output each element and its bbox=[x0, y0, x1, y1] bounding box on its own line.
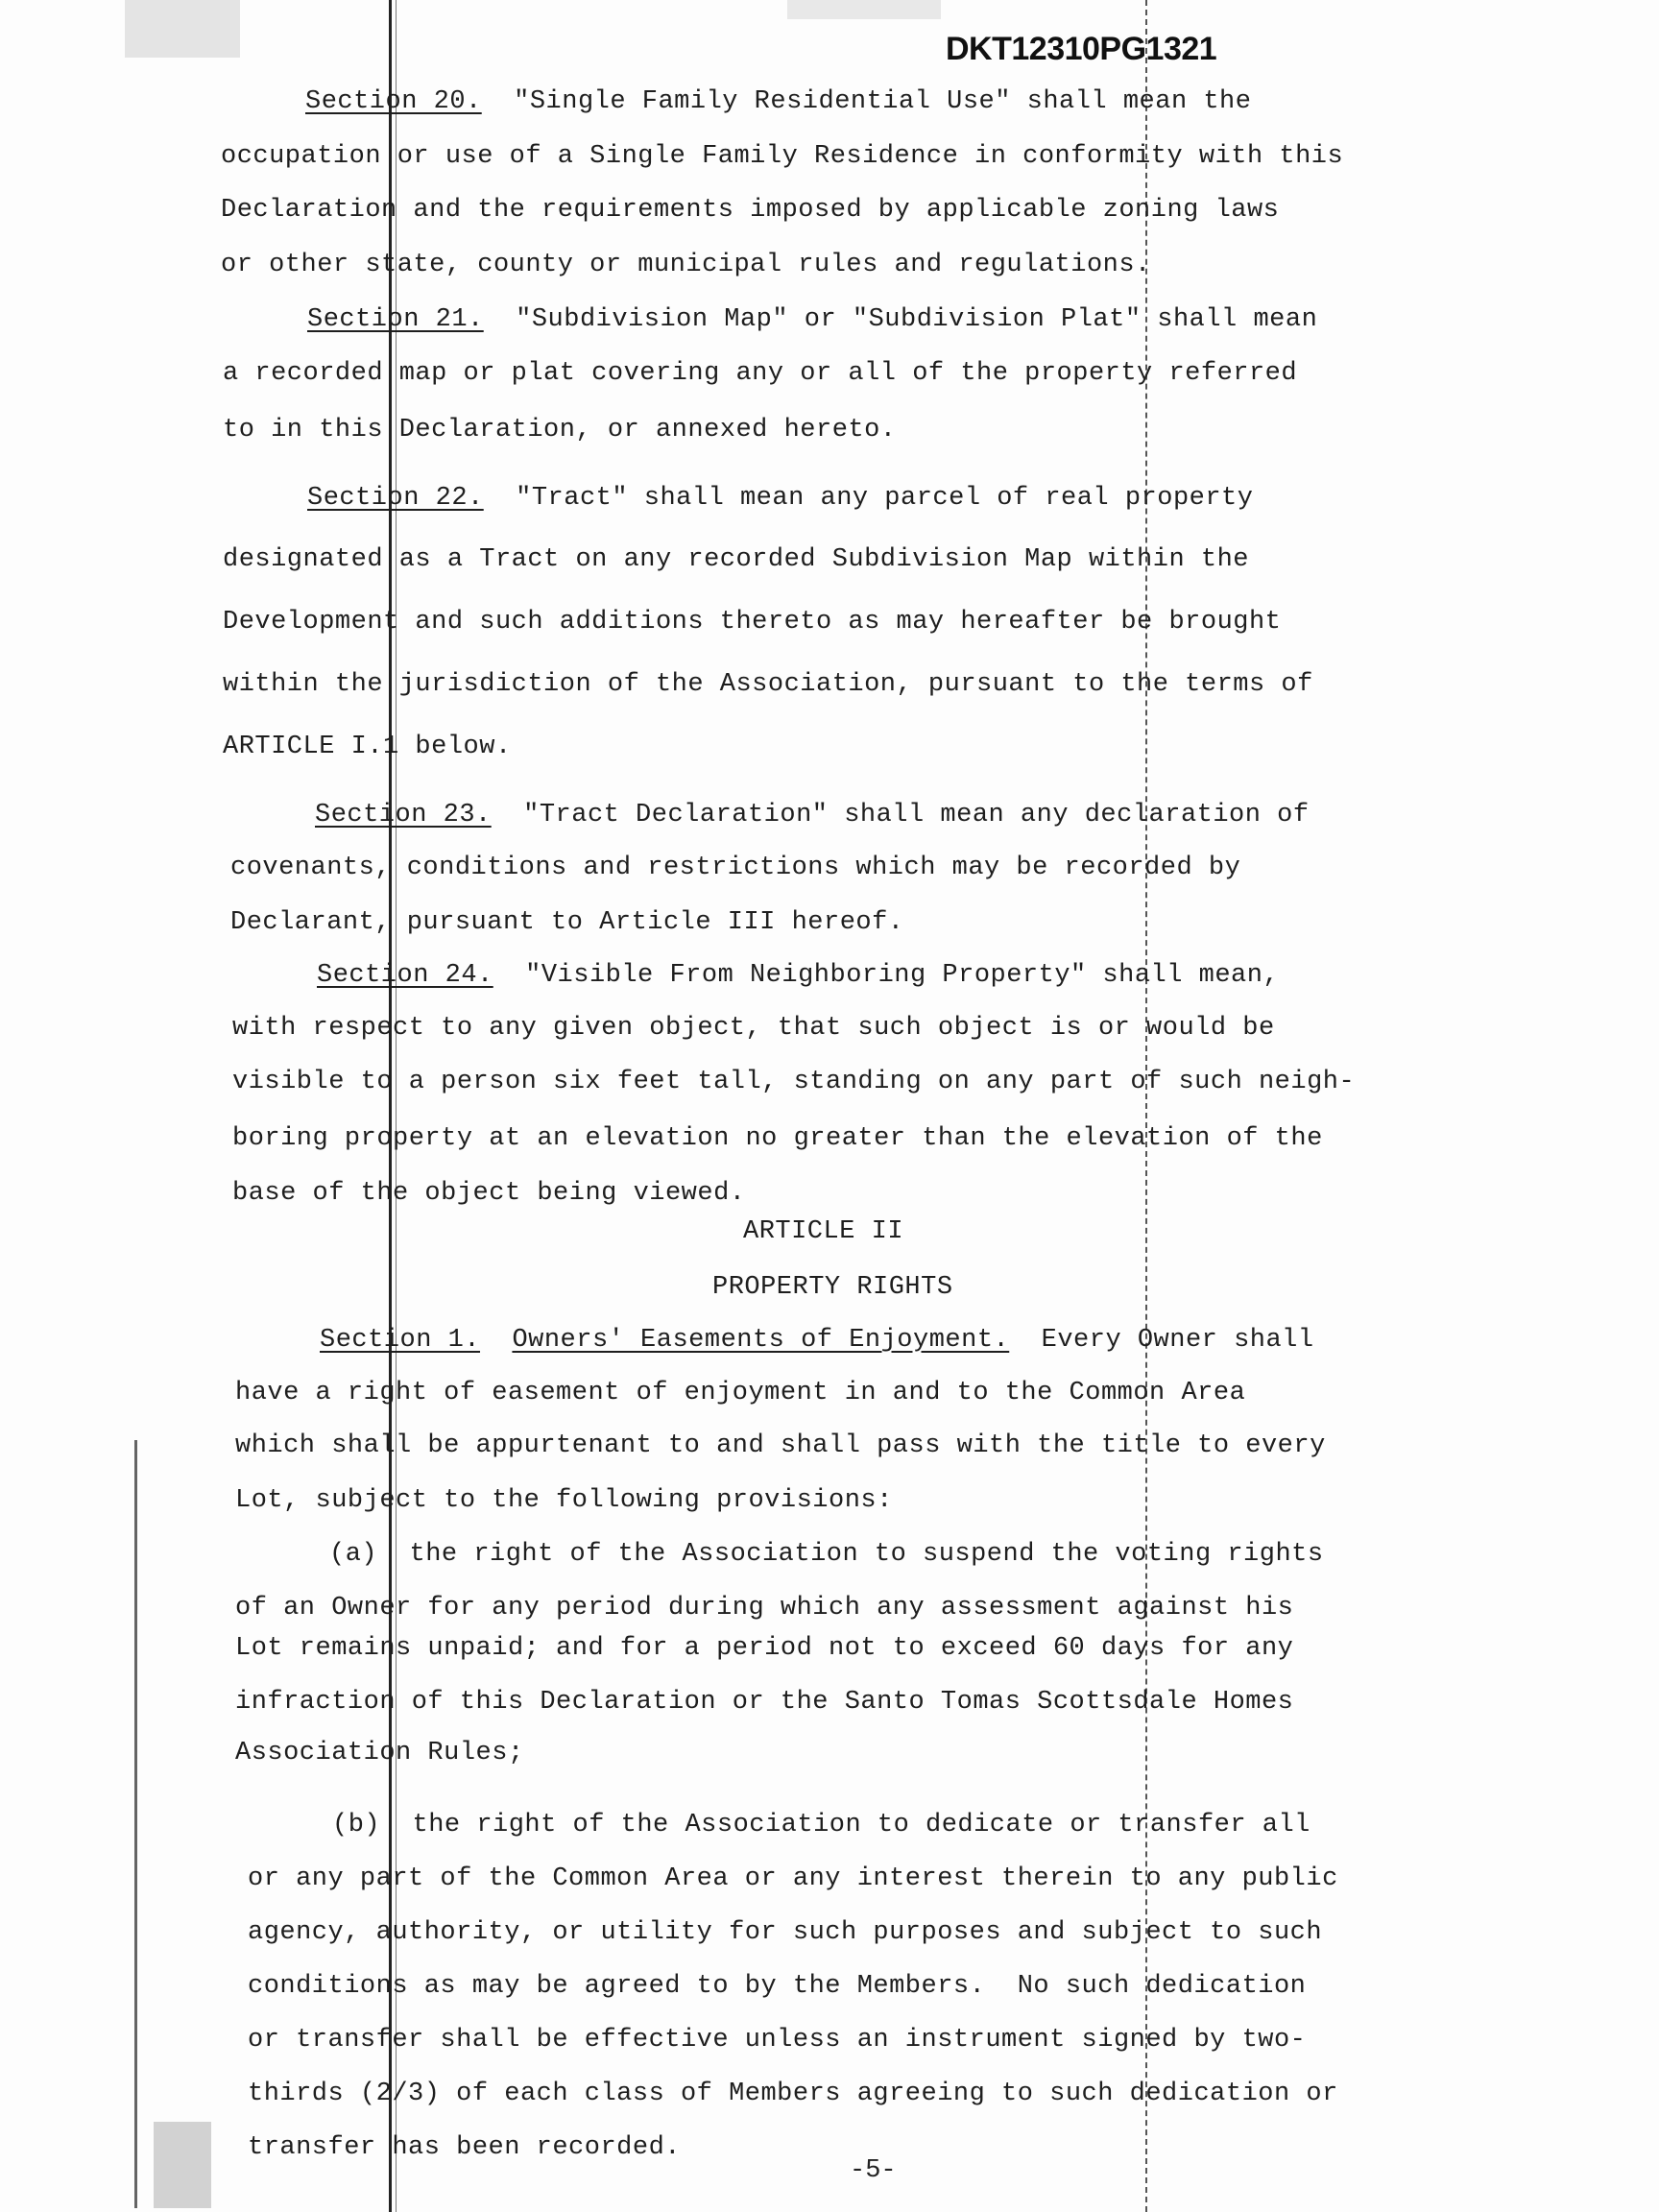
line-text: "Single Family Residential Use" shall mean the bbox=[481, 87, 1252, 116]
recording-stamp: DKT12310PG1321 bbox=[946, 31, 1217, 67]
text-line bbox=[248, 1918, 1322, 1947]
line-text: Declaration and the requirements imposed by applicable zoning laws bbox=[221, 196, 1280, 225]
text-line bbox=[235, 1431, 1326, 1460]
line-text: "Tract" shall mean any parcel of real property bbox=[483, 484, 1254, 513]
line-text: infraction of this Declaration or the Santo Tomas Scottsdale Homes bbox=[235, 1688, 1294, 1717]
article-number: ARTICLE II bbox=[743, 1217, 904, 1246]
text-line bbox=[221, 251, 1151, 279]
section-label: Section 22. bbox=[307, 484, 484, 513]
line-text: to in this Declaration, or annexed hereto. bbox=[223, 416, 897, 445]
line-text: (b) the right of the Association to dedicate or transfer all bbox=[332, 1811, 1310, 1839]
line-text: occupation or use of a Single Family Residence in conformity with this bbox=[221, 142, 1344, 171]
text-line bbox=[223, 416, 897, 445]
line-text: visible to a person six feet tall, standing on any part of such neigh- bbox=[232, 1068, 1356, 1096]
line-text: "Tract Declaration" shall mean any declaration of bbox=[491, 801, 1310, 830]
line-text: base of the object being viewed. bbox=[232, 1179, 746, 1208]
text-line bbox=[235, 1379, 1245, 1407]
text-line bbox=[223, 670, 1313, 699]
text-line bbox=[230, 908, 904, 937]
text-line bbox=[332, 1811, 1310, 1839]
line-text: designated as a Tract on any recorded Subdivision Map within the bbox=[223, 545, 1249, 574]
line-text: Lot, subject to the following provisions: bbox=[235, 1486, 893, 1515]
line-text: which shall be appurtenant to and shall pass with the title to every bbox=[235, 1431, 1326, 1460]
line-text: Development and such additions thereto as may hereafter be brought bbox=[223, 608, 1282, 637]
text-line bbox=[232, 1179, 745, 1208]
line-text: thirds (2/3) of each class of Members agreeing to such dedication or bbox=[248, 2080, 1338, 2108]
text-line bbox=[329, 1540, 1324, 1569]
section-sublabel: Owners' Easements of Enjoyment. bbox=[512, 1326, 1010, 1355]
text-line bbox=[232, 1014, 1275, 1043]
line-text: with respect to any given object, that such object is or would be bbox=[232, 1014, 1275, 1043]
text-line bbox=[307, 305, 1317, 334]
text-line bbox=[223, 733, 512, 761]
text-line bbox=[235, 1739, 524, 1767]
scan-noise bbox=[154, 2122, 211, 2208]
scan-noise bbox=[787, 0, 941, 19]
text-line bbox=[235, 1688, 1293, 1717]
line-text: Association Rules; bbox=[235, 1739, 524, 1767]
text-line bbox=[223, 545, 1249, 574]
line-text: within the jurisdiction of the Association, pursuant to the terms of bbox=[223, 670, 1313, 699]
text-line bbox=[248, 2080, 1338, 2108]
section-label: Section 21. bbox=[307, 305, 484, 334]
line-text: or transfer shall be effective unless an instrument signed by two- bbox=[248, 2026, 1307, 2055]
text-line bbox=[230, 854, 1240, 882]
page-number: -5- bbox=[850, 2156, 897, 2185]
text-line bbox=[320, 1326, 1314, 1355]
line-text: (a) the right of the Association to suspend the voting rights bbox=[329, 1540, 1324, 1569]
line-text: "Subdivision Map" or "Subdivision Plat" shall mean bbox=[483, 305, 1318, 334]
text-line bbox=[248, 2133, 681, 2162]
text-line bbox=[315, 801, 1310, 830]
line-text: transfer has been recorded. bbox=[248, 2133, 681, 2162]
line-text: conditions as may be agreed to by the Members. No such dedication bbox=[248, 1972, 1307, 2001]
scan-noise bbox=[125, 0, 240, 58]
section-label: Section 1. bbox=[320, 1326, 481, 1355]
text-line bbox=[221, 142, 1343, 171]
text-line bbox=[221, 196, 1279, 225]
text-line bbox=[223, 359, 1297, 388]
text-line bbox=[235, 1486, 893, 1515]
line-text: "Visible From Neighboring Property" shall mean, bbox=[493, 961, 1280, 990]
text-line bbox=[317, 961, 1279, 990]
line-text: ARTICLE I.1 below. bbox=[223, 733, 512, 761]
text-line bbox=[248, 2026, 1306, 2055]
text-line bbox=[235, 1594, 1293, 1623]
line-text: covenants, conditions and restrictions which may be recorded by bbox=[230, 854, 1241, 882]
text-line bbox=[232, 1124, 1323, 1153]
line-text: of an Owner for any period during which any assessment against his bbox=[235, 1594, 1294, 1623]
line-text: or any part of the Common Area or any interest therein to any public bbox=[248, 1864, 1338, 1893]
text-line bbox=[248, 1972, 1306, 2001]
scan-edge-left bbox=[134, 1440, 137, 2208]
section-label: Section 23. bbox=[315, 801, 492, 830]
line-text: or other state, county or municipal rules and regulations. bbox=[221, 251, 1151, 279]
text-line bbox=[235, 1634, 1293, 1663]
text-line bbox=[305, 87, 1251, 116]
section-label: Section 24. bbox=[317, 961, 493, 990]
line-text: agency, authority, or utility for such purposes and subject to such bbox=[248, 1918, 1323, 1947]
text-line bbox=[223, 608, 1281, 637]
article-title: PROPERTY RIGHTS bbox=[712, 1273, 953, 1302]
line-text: a recorded map or plat covering any or all of the property referred bbox=[223, 359, 1298, 388]
text-line bbox=[307, 484, 1253, 513]
text-line bbox=[248, 1864, 1338, 1893]
line-text: boring property at an elevation no greater than the elevation of the bbox=[232, 1124, 1323, 1153]
line-text: have a right of easement of enjoyment in and to the Common Area bbox=[235, 1379, 1246, 1407]
line-text: Declarant, pursuant to Article III hereof. bbox=[230, 908, 904, 937]
text-line bbox=[232, 1068, 1355, 1096]
line-text: Every Owner shall bbox=[1009, 1326, 1314, 1355]
line-text: Lot remains unpaid; and for a period not to exceed 60 days for any bbox=[235, 1634, 1294, 1663]
section-label: Section 20. bbox=[305, 87, 482, 116]
